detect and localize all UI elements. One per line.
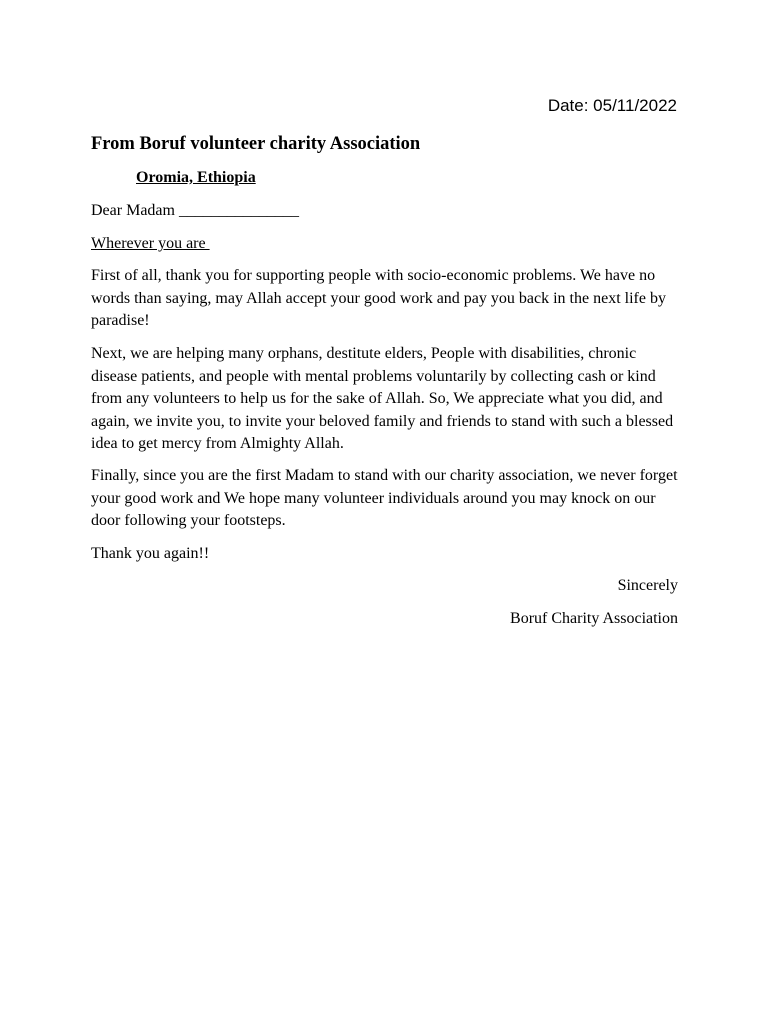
letter-thanks: Thank you again!! — [91, 545, 210, 562]
sender-location: Oromia, Ethiopia — [136, 169, 256, 186]
letter-signature: Boruf Charity Association — [510, 610, 678, 627]
letter-from-heading: From Boruf volunteer charity Association — [91, 134, 421, 154]
letter-paragraph: Finally, since you are the first Madam to stand with our charity association, we never forget your good work and We hope many volunteer individuals around you may knock on our door following your footsteps. — [91, 467, 678, 529]
letter-closing: Sincerely — [617, 577, 678, 594]
letter-date: Date: 05/11/2022 — [547, 96, 677, 115]
letter-paragraph: Next, we are helping many orphans, destitute elders, People with disabilities, chronic disease patients, and people with mental problems voluntarily by collecting cash or kind from any volunteers to help us for the sake of Allah. So, We appreciate what you did, and again, we invite you, to invite your beloved family and friends to stand with such a blessed idea to get mercy from Almighty Allah. — [91, 345, 674, 452]
letter-salutation: Dear Madam _______________ — [91, 202, 299, 219]
letter-paragraph: First of all, thank you for supporting people with socio-economic problems. We have no words than saying, may Allah accept your good work and pay you back in the next life by paradise! — [91, 267, 666, 329]
recipient-address-line: Wherever you are — [91, 235, 210, 252]
